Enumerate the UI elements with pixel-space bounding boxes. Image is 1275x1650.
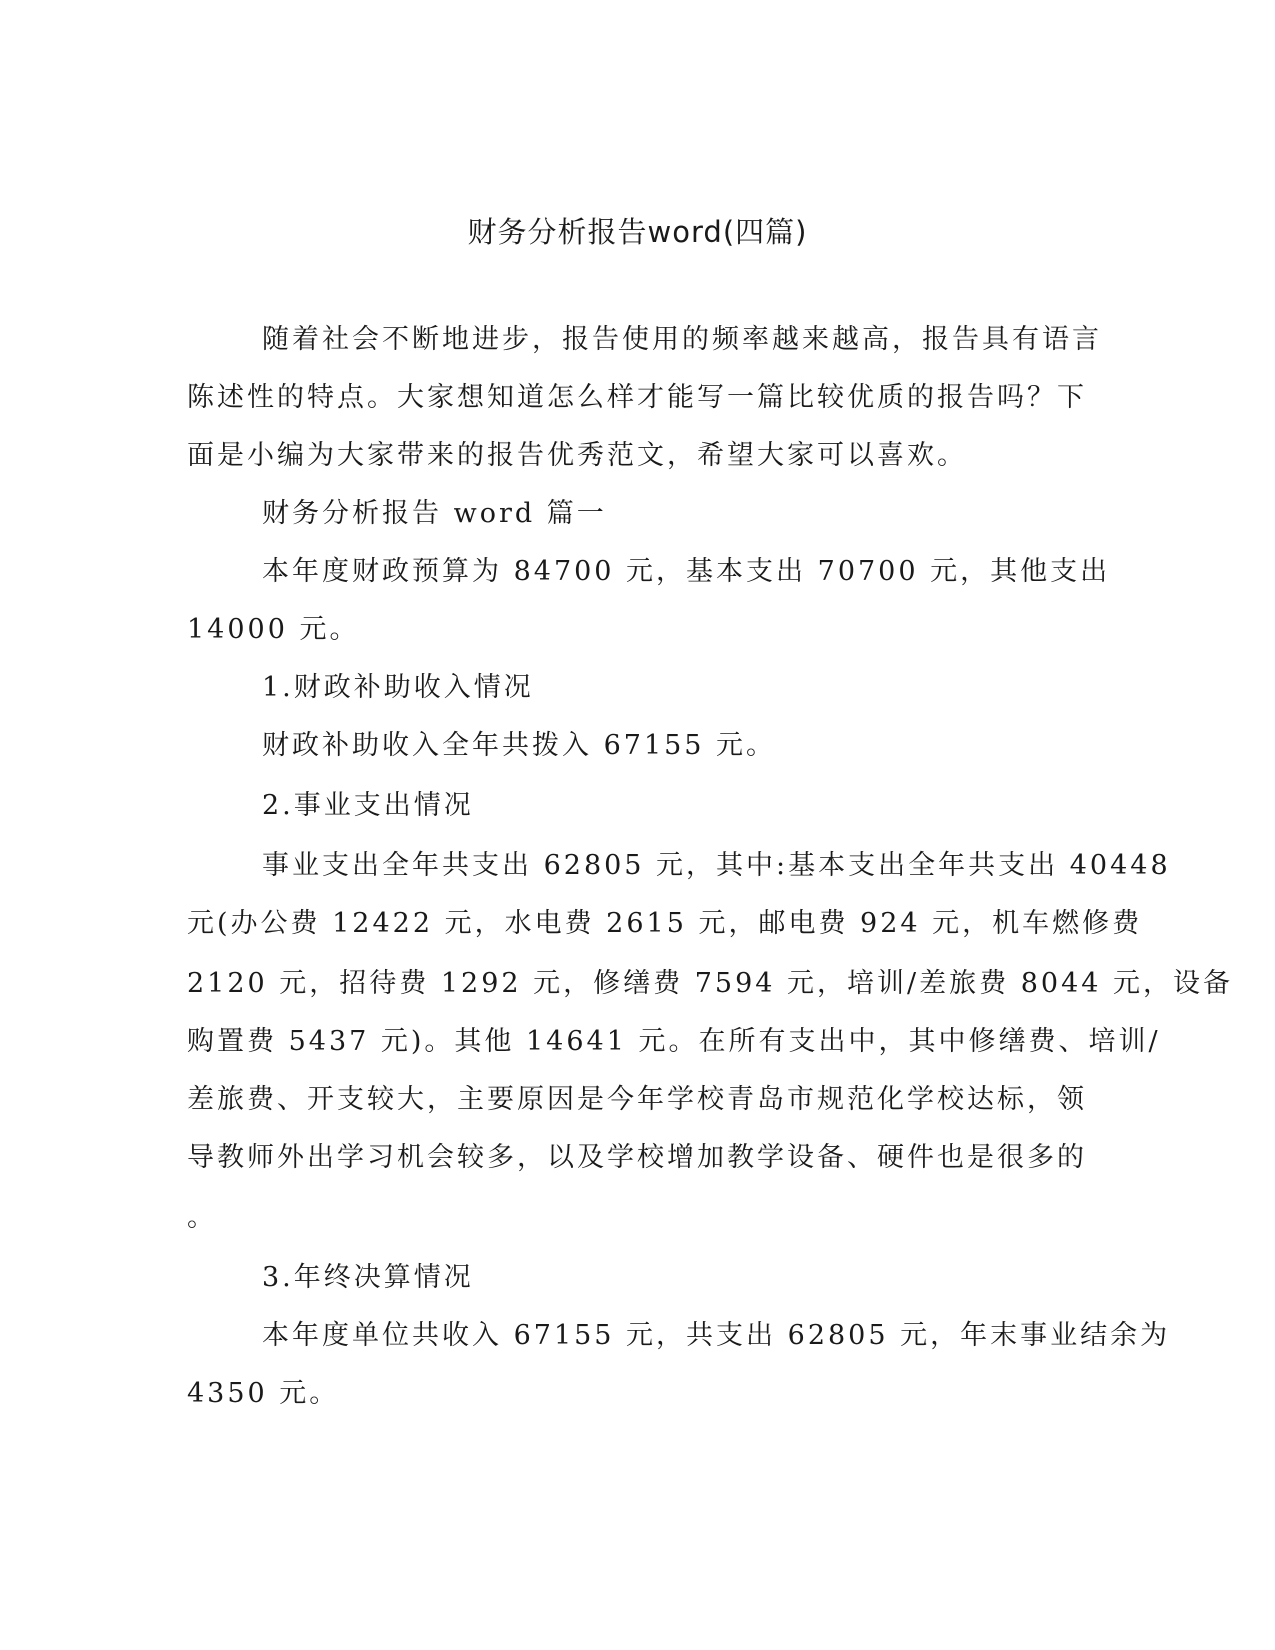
paragraph-line: 导教师外出学习机会较多，以及学校增加教学设备、硬件也是很多的: [187, 1142, 1087, 1173]
document-title: 财务分析报告word(四篇): [467, 215, 808, 249]
paragraph-line: 本年度财政预算为 84700 元，基本支出 70700 元，其他支出: [262, 556, 1111, 587]
subsection-heading: 1.财政补助收入情况: [262, 672, 534, 703]
paragraph-line: 14000 元。: [187, 614, 360, 645]
section-heading: 财务分析报告 word 篇一: [262, 498, 607, 529]
paragraph-line: 本年度单位共收入 67155 元，共支出 62805 元，年末事业结余为: [262, 1320, 1171, 1351]
subsection-heading: 3.年终决算情况: [262, 1262, 474, 1293]
paragraph-line: 事业支出全年共支出 62805 元，其中:基本支出全年共支出 40448: [262, 850, 1171, 881]
paragraph-line: 购置费 5437 元)。其他 14641 元。在所有支出中，其中修缮费、培训/: [187, 1026, 1161, 1057]
paragraph-line: 陈述性的特点。大家想知道怎么样才能写一篇比较优质的报告吗？下: [187, 382, 1087, 413]
paragraph-line: 元(办公费 12422 元，水电费 2615 元，邮电费 924 元，机车燃修费: [187, 908, 1143, 939]
subsection-heading: 2.事业支出情况: [262, 790, 474, 821]
paragraph-line: 随着社会不断地进步，报告使用的频率越来越高，报告具有语言: [262, 324, 1102, 355]
paragraph-line: 2120 元，招待费 1292 元，修缮费 7594 元，培训/差旅费 8044 元，设备: [187, 968, 1234, 999]
paragraph-line: 4350 元。: [187, 1378, 340, 1409]
paragraph-line: 面是小编为大家带来的报告优秀范文，希望大家可以喜欢。: [187, 440, 967, 471]
paragraph-line: 差旅费、开支较大，主要原因是今年学校青岛市规范化学校达标，领: [187, 1084, 1087, 1115]
paragraph-line: 财政补助收入全年共拨入 67155 元。: [262, 730, 777, 761]
paragraph-line: 。: [187, 1202, 217, 1233]
